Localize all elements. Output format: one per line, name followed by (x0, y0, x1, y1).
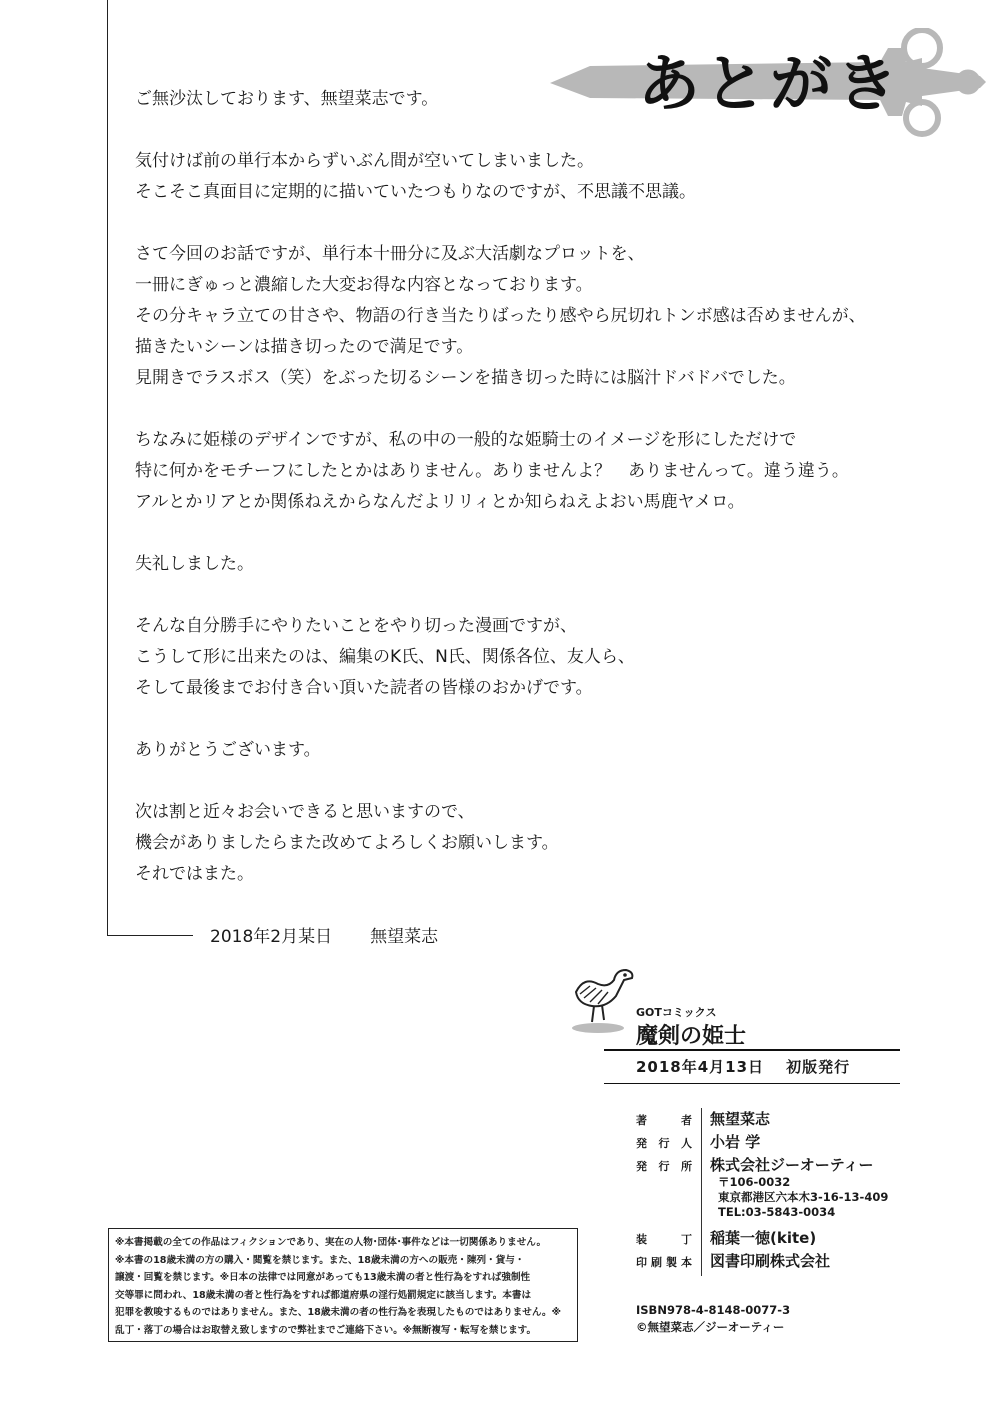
notice-line: 交等罪に問われ、18歳未満の者と性行為をすれば都道府県の淫行処罰規定に該当します。本書は (115, 1289, 532, 1301)
colophon-label: 著者 (636, 1114, 692, 1127)
address-phone: TEL:03-5843-0034 (718, 1205, 836, 1219)
text-line: さて今回のお話ですが、単行本十冊分に及ぶ大活劇なプロットを、 (135, 244, 645, 264)
paragraph (135, 239, 935, 394)
copyright: ©無望菜志／ジーオーティー (636, 1320, 785, 1334)
text-line: そんな自分勝手にやりたいことをやり切った漫画ですが、 (135, 616, 577, 636)
paragraph (135, 84, 935, 115)
colophon-value: 株式会社ジーオーティー (710, 1156, 874, 1174)
legal-notice-box (108, 1228, 578, 1342)
text-line: アルとかリアとか関係ねえからなんだよリリィとか知らねえよおい馬鹿ヤメロ。 (135, 492, 745, 512)
colophon-value: 小岩 学 (710, 1133, 761, 1151)
bird-logo-icon (570, 962, 640, 1034)
text-line: その分キャラ立ての甘さや、物語の行き当たりばったり感やら尻切れトンボ感は否めませんが、 (135, 306, 866, 326)
colophon-rule-thin (604, 1083, 900, 1084)
frame-vertical-line (107, 0, 108, 936)
text-line: 一冊にぎゅっと濃縮した大変お得な内容となっております。 (135, 275, 593, 295)
colophon-value: 稲葉一徳(kite) (710, 1229, 817, 1247)
notice-line: 乱丁・落丁の場合はお取替え致しますので弊社までご連絡下さい。※無断複写・転写を禁じます。 (115, 1324, 537, 1336)
paragraph (135, 735, 935, 766)
notice-line: 犯罪を教唆するものではありません。また、18歳未満の者の性行為を表現したものではありません。※ (115, 1307, 561, 1318)
isbn-block (636, 1302, 790, 1336)
paragraph (135, 425, 935, 518)
page-title: あとがき (638, 47, 903, 120)
colophon-rule (604, 1049, 900, 1051)
series-name: GOTコミックス (636, 1006, 717, 1019)
colophon-label: 装丁 (636, 1233, 692, 1246)
text-line: 描きたいシーンは描き切ったので満足です。 (135, 337, 474, 357)
address-street: 東京都港区六本木3-16-13-409 (718, 1190, 889, 1204)
publication-date: 2018年4月13日 (636, 1058, 765, 1076)
text-line: 機会がありましたらまた改めてよろしくお願いします。 (135, 833, 559, 853)
colophon-value: 図書印刷株式会社 (710, 1252, 831, 1270)
text-line: 失礼しました。 (135, 554, 254, 574)
text-line: 次は割と近々お会いできると思いますので、 (135, 802, 475, 822)
publication-line (636, 1056, 850, 1077)
afterword-body (135, 84, 935, 921)
book-title: 魔剣の姫士 (636, 1024, 747, 1049)
paragraph (135, 797, 935, 890)
text-line: ちなみに姫様のデザインですが、私の中の一般的な姫騎士のイメージを形にしただけで (135, 430, 797, 450)
text-line: そして最後までお付き合い頂いた読者の皆様のおかげです。 (135, 678, 593, 698)
signoff-author: 無望菜志 (370, 927, 439, 947)
colophon-label: 発行人 (636, 1137, 692, 1150)
text-line: こうして形に出来たのは、編集のK氏、N氏、関係各位、友人ら、 (135, 647, 635, 667)
text-line: そこそこ真面目に定期的に描いていたつもりなのですが、不思議不思議。 (135, 182, 696, 202)
edition-label: 初版発行 (786, 1058, 851, 1076)
text-line: それではまた。 (135, 864, 254, 884)
address-postal: 〒106-0032 (718, 1175, 791, 1189)
text-line: 気付けば前の単行本からずいぶん間が空いてしまいました。 (135, 151, 594, 171)
text-line: 見開きでラスボス（笑）をぶった切るシーンを描き切った時には脳汁ドバドバでした。 (135, 368, 796, 388)
text-line: ありがとうございます。 (135, 740, 321, 760)
notice-line: ※本書掲載の全ての作品はフィクションであり、実在の人物･団体･事件などは一切関係ありません。 (115, 1237, 547, 1248)
frame-horizontal-line (107, 935, 193, 936)
text-line: 特に何かをモチーフにしたとかはありません。ありませんよ？ ありませんって。違う違う。 (135, 461, 849, 481)
colophon-label: 印刷製本 (636, 1256, 692, 1269)
colophon-value: 無望菜志 (710, 1110, 771, 1128)
notice-line: ※本書の18歳未満の方の購入・閲覧を禁じます。また、18歳未満の方への販売・陳列・貸与・ (115, 1254, 525, 1266)
signoff (210, 922, 438, 947)
colophon-label: 発行所 (636, 1160, 692, 1173)
paragraph (135, 146, 935, 208)
paragraph (135, 549, 935, 580)
notice-line: 譲渡・回覧を禁じます。※日本の法律では同意があっても13歳未満の者と性行為をすれば強制性 (115, 1272, 531, 1283)
paragraph (135, 611, 935, 704)
text-line: ご無沙汰しております、無望菜志です。 (135, 89, 439, 109)
colophon-divider (701, 1108, 702, 1276)
signoff-date: 2018年2月某日 (210, 927, 333, 947)
isbn: ISBN978-4-8148-0077-3 (636, 1303, 791, 1317)
